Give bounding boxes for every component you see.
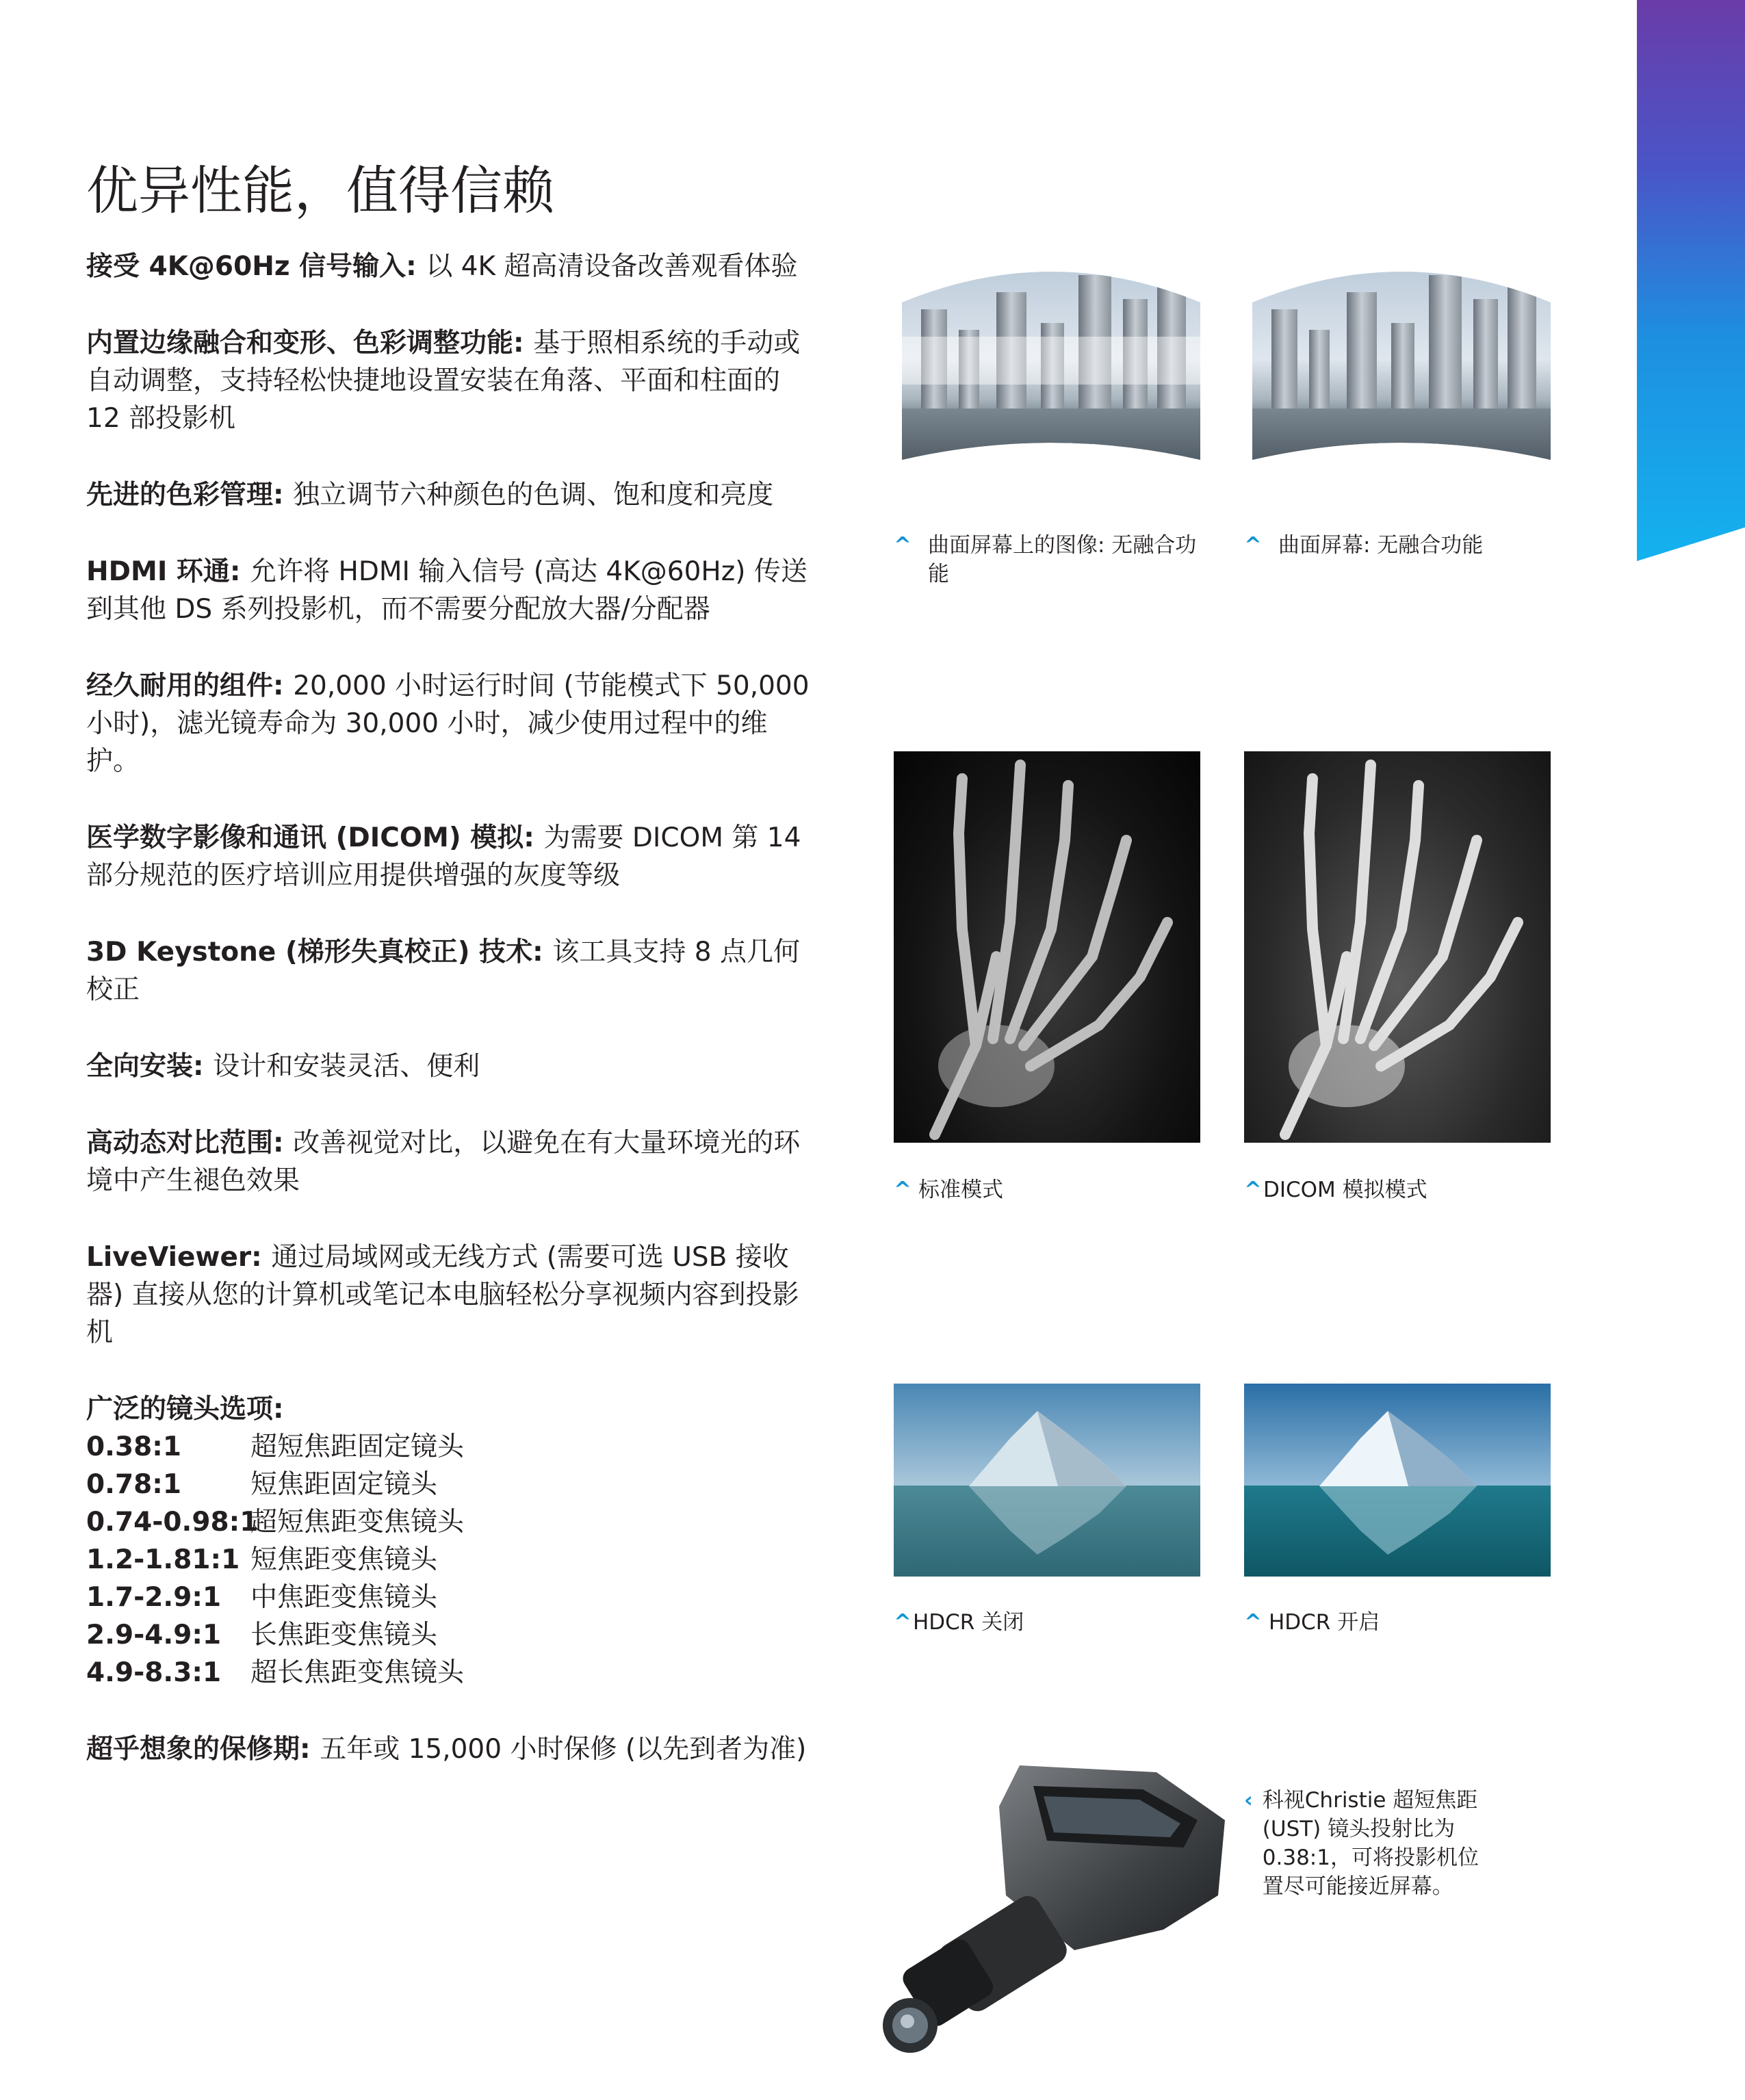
curved-screen-noblend-photo	[1244, 255, 1559, 487]
caption-text: 标准模式	[918, 1178, 1003, 1202]
feature-item-hdcr	[86, 1124, 812, 1200]
feature-sep: :	[524, 822, 544, 853]
iceberg-hdcr-off-photo	[894, 1384, 1200, 1577]
feature-label: 高动态对比范围	[86, 1128, 274, 1158]
feature-sep: :	[193, 1051, 214, 1082]
feature-text: 20,000 小时运行时间 (节能模式下 50,000 小时)，滤光镜寿命为 30,000 小时，减少使用过程中的维护。	[86, 671, 810, 777]
caption-hdcr-on	[1244, 1608, 1566, 1637]
feature-label: 超乎想象的保修期	[86, 1734, 300, 1765]
lens-desc: 中焦距变焦镜头	[250, 1582, 438, 1613]
ust-lens-product-image	[869, 1745, 1239, 2066]
gradient-side-tab	[1637, 0, 1745, 561]
feature-item-edge-blending	[86, 324, 812, 437]
lens-row	[86, 1428, 812, 1466]
feature-sep: :	[273, 671, 294, 701]
feature-item-hdmi-loop	[86, 553, 812, 628]
feature-label: 经久耐用的组件	[86, 671, 274, 701]
lens-desc: 超短焦距固定镜头	[250, 1431, 465, 1462]
feature-label: 医学数字影像和通讯 (DICOM) 模拟	[86, 822, 524, 853]
lens-row	[86, 1616, 812, 1654]
feature-sep: :	[406, 251, 426, 282]
feature-text: 基于照相系统的手动或自动调整，支持轻松快捷地设置安装在角落、平面和柱面的 12 部投影机	[86, 328, 801, 434]
feature-text: 以 4K 超高清设备改善观看体验	[426, 251, 798, 282]
lens-ratio: 1.7-2.9:1	[86, 1582, 222, 1613]
xray-standard-photo	[894, 751, 1200, 1143]
lens-row	[86, 1579, 812, 1616]
feature-sep: :	[532, 937, 553, 968]
lens-desc: 超短焦距变焦镜头	[250, 1507, 465, 1538]
lens-desc: 长焦距变焦镜头	[250, 1620, 438, 1650]
feature-item-warranty	[86, 1730, 812, 1768]
lens-row	[86, 1466, 812, 1503]
caption-text: 曲面屏幕: 无融合功能	[1278, 533, 1484, 558]
feature-sep: :	[300, 1734, 320, 1765]
feature-text: 允许将 HDMI 输入信号 (高达 4K@60Hz) 传送到其他 DS 系列投影机，而不需要分配放大器/分配器	[86, 556, 807, 625]
lens-ratio: 0.74-0.98:1	[86, 1507, 259, 1538]
feature-text: 通过局域网或无线方式 (需要可选 USB 接收器) 直接从您的计算机或笔记本电脑轻松分享视频内容到投影机	[86, 1242, 799, 1348]
lens-row	[86, 1654, 812, 1691]
page-title: 优异性能，值得信赖	[86, 160, 554, 221]
iceberg-hdcr-on-photo	[1244, 1384, 1551, 1577]
caption-ust-lens	[1244, 1786, 1497, 1901]
caption-standard-mode	[894, 1176, 1215, 1204]
curved-screen-blend-photo	[894, 255, 1208, 487]
feature-item-dicom	[86, 819, 812, 894]
lens-desc: 超长焦距变焦镜头	[250, 1657, 465, 1688]
lens-row	[86, 1503, 812, 1541]
feature-item-color-management	[86, 476, 812, 514]
feature-text: 独立调节六种颜色的色调、饱和度和亮度	[293, 480, 774, 510]
feature-text: 设计和安装灵活、便利	[213, 1051, 480, 1082]
feature-sep: :	[229, 556, 250, 587]
caret-up-icon: ^	[894, 1178, 912, 1202]
feature-label: LiveViewer	[86, 1242, 252, 1273]
feature-item-4k	[86, 248, 812, 285]
feature-label: 先进的色彩管理	[86, 480, 274, 510]
caption-curved-noblend	[1244, 531, 1566, 560]
feature-text: 为需要 DICOM 第 14 部分规范的医疗培训应用提供增强的灰度等级	[86, 822, 801, 891]
feature-list	[86, 248, 812, 1807]
caption-text: DICOM 模拟模式	[1263, 1178, 1427, 1202]
caption-dicom-mode	[1244, 1176, 1566, 1204]
feature-text: 五年或 15,000 小时保修 (以先到者为准)	[320, 1734, 807, 1765]
lens-desc: 短焦距固定镜头	[250, 1469, 438, 1500]
caption-text: 科视Christie 超短焦距 (UST) 镜头投射比为 0.38:1，可将投影机位置尽可能接近屏幕。	[1262, 1788, 1479, 1899]
lens-ratio: 0.78:1	[86, 1469, 181, 1500]
xray-dicom-photo	[1244, 751, 1551, 1143]
caption-text: HDCR 开启	[1268, 1610, 1380, 1635]
feature-item-omni-mount	[86, 1048, 812, 1085]
caret-left-icon: ‹	[1244, 1788, 1253, 1813]
lens-ratio: 4.9-8.3:1	[86, 1657, 222, 1688]
feature-item-liveviewer	[86, 1239, 812, 1351]
caption-hdcr-off	[894, 1608, 1215, 1637]
feature-label: 接受 4K@60Hz 信号输入	[86, 251, 406, 282]
feature-item-keystone	[86, 933, 812, 1009]
caption-text: HDCR 关闭	[912, 1610, 1024, 1635]
feature-text: 该工具支持 8 点几何校正	[86, 937, 800, 1005]
caret-up-icon: ^	[1244, 533, 1262, 558]
caption-curved-blend	[894, 531, 1215, 588]
lens-options-table	[86, 1390, 812, 1691]
feature-label: 3D Keystone (梯形失真校正) 技术	[86, 937, 533, 968]
caret-up-icon: ^	[1244, 1610, 1262, 1635]
lens-row	[86, 1541, 812, 1579]
caret-up-icon: ^	[894, 1610, 912, 1635]
feature-sep: :	[273, 480, 294, 510]
feature-label: 全向安装	[86, 1051, 194, 1082]
feature-sep: :	[513, 328, 534, 359]
feature-item-durable	[86, 667, 812, 780]
caret-up-icon: ^	[1244, 1178, 1262, 1202]
feature-sep: :	[251, 1242, 272, 1273]
lens-desc: 短焦距变焦镜头	[250, 1544, 438, 1575]
feature-sep: :	[273, 1128, 294, 1158]
caret-up-icon: ^	[894, 533, 912, 558]
lens-options-heading: 广泛的镜头选项:	[86, 1394, 284, 1425]
lens-ratio: 2.9-4.9:1	[86, 1620, 222, 1650]
caption-text: 曲面屏幕上的图像: 无融合功能	[927, 533, 1197, 586]
feature-label: 内置边缘融合和变形、色彩调整功能	[86, 328, 514, 359]
lens-ratio: 0.38:1	[86, 1431, 181, 1462]
feature-label: HDMI 环通	[86, 556, 230, 587]
feature-text: 改善视觉对比，以避免在有大量环境光的环境中产生褪色效果	[86, 1128, 801, 1196]
lens-ratio: 1.2-1.81:1	[86, 1544, 240, 1575]
